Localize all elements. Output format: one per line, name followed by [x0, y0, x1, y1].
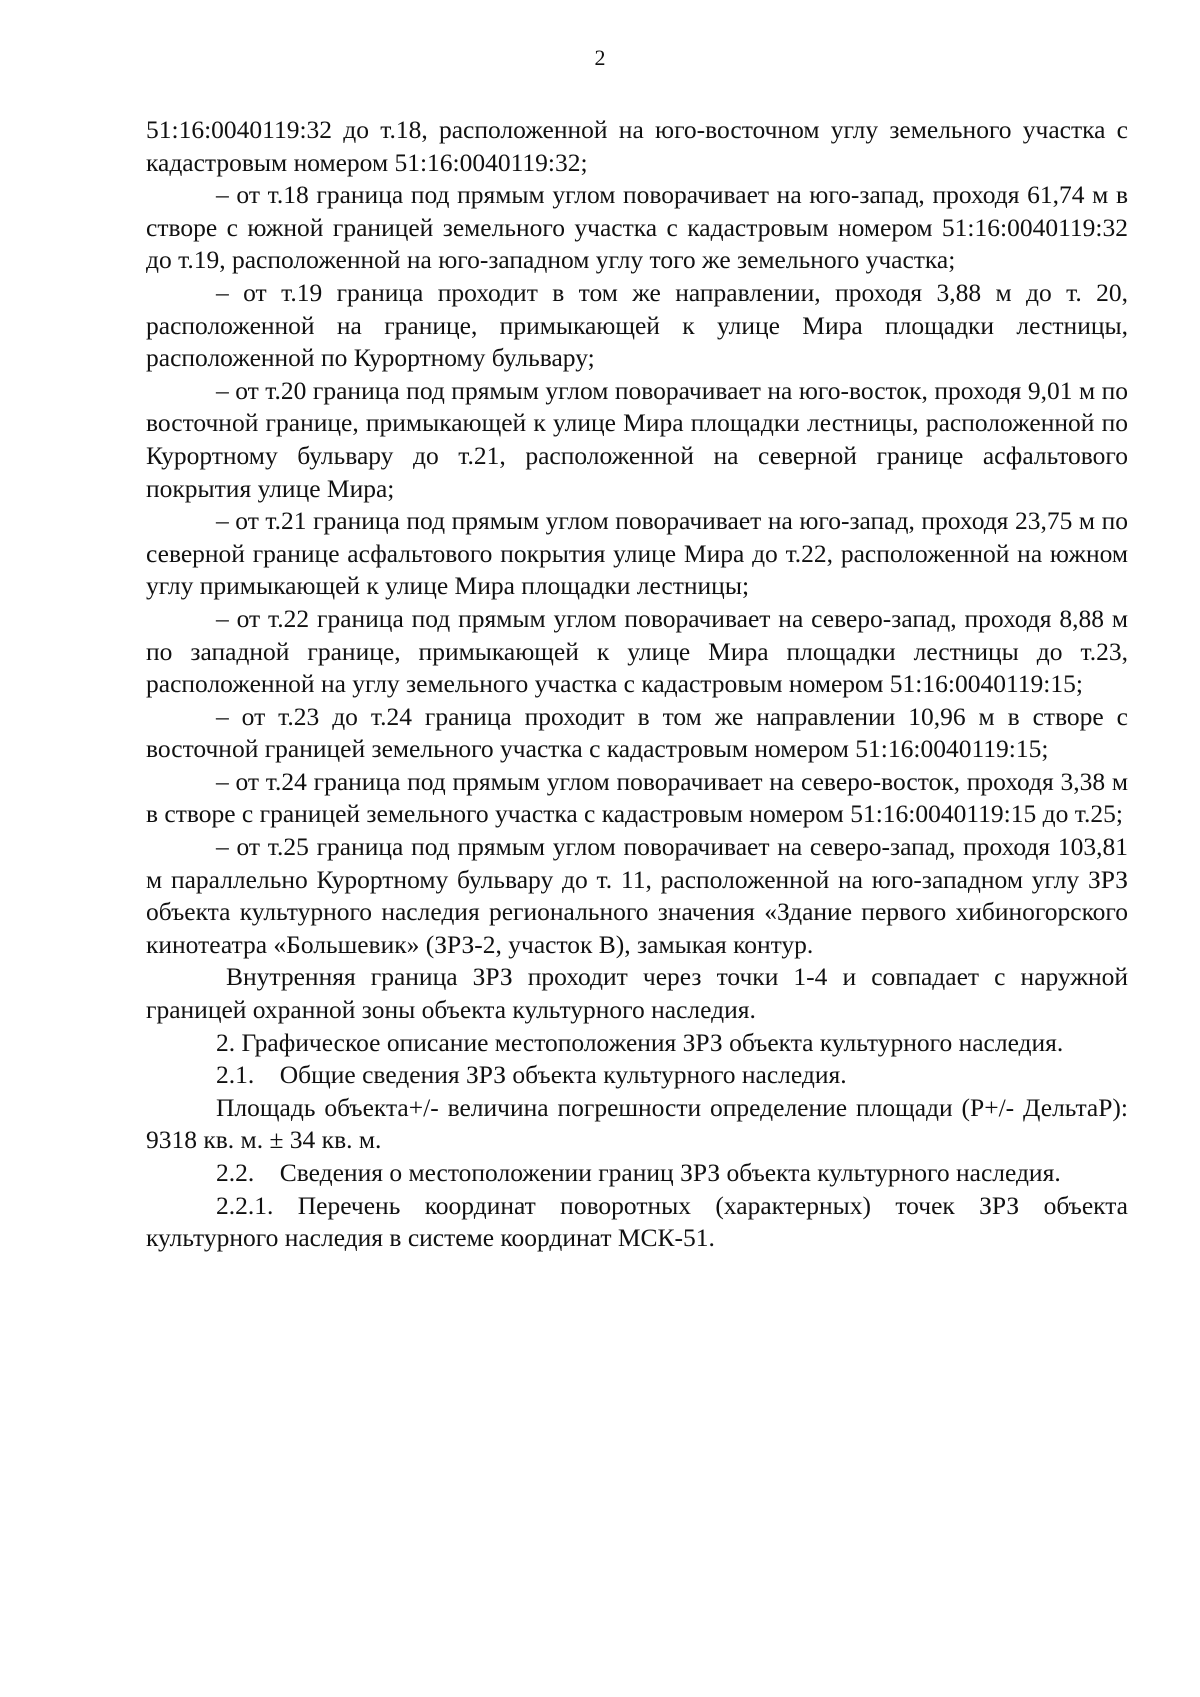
paragraph-point-25: – от т.25 граница под прямым углом поворачивает на северо-запад, проходя 103,81 м параллельно Курортному бульвару до т. 11, расположенной на юго-западном углу ЗРЗ объекта культурного наследия регионального значения «Здание первого хибиногорского кинотеатра «Большевик» (ЗРЗ-2, участок В), замыкая контур.: [146, 832, 1128, 959]
paragraph-section-2: 2. Графическое описание местоположения ЗРЗ объекта культурного наследия.: [216, 1027, 1064, 1057]
paragraph-inner-boundary: Внутренняя граница ЗРЗ проходит через точки 1-4 и совпадает с наружной границей охранной зоны объекта культурного наследия.: [146, 962, 1128, 1025]
paragraph-point-21: – от т.21 граница под прямым углом поворачивает на юго-запад, проходя 23,75 м по северной границе асфальтового покрытия улице Мира до т.22, расположенной на южном углу примыкающей к улице Мира площадки лестницы;: [146, 506, 1128, 601]
paragraph-area: Площадь объекта+/- величина погрешности определение площади (P+/- ДельтаP): 9318 кв. м. ± 34 кв. м.: [146, 1092, 1128, 1155]
paragraph-section-2-2-1: 2.2.1. Перечень координат поворотных (характерных) точек ЗРЗ объекта культурного наследия в системе координат МСК-51.: [146, 1190, 1128, 1253]
paragraph-point-24: – от т.24 граница под прямым углом поворачивает на северо-восток, проходя 3,38 м в створе с границей земельного участка с кадастровым номером 51:16:0040119:15 до т.25;: [146, 766, 1128, 829]
paragraph-section-2-2: 2.2. Сведения о местоположении границ ЗРЗ объекта культурного наследия.: [216, 1158, 1061, 1187]
paragraph-continuation: 51:16:0040119:32 до т.18, расположенной на юго-восточном углу земельного участка с кадастровым номером 51:16:0040119:32;: [146, 115, 1128, 177]
paragraph-point-19: – от т.19 граница проходит в том же направлении, проходя 3,88 м до т. 20, расположенной на границе, примыкающей к улице Мира площадки лестницы, расположенной по Курортному бульвару;: [146, 277, 1128, 373]
paragraph-point-18: – от т.18 граница под прямым углом поворачивает на юго-запад, проходя 61,74 м в створе с южной границей земельного участка с кадастровым номером 51:16:0040119:32 до т.19, расположенной на юго-западном углу того же земельного участка;: [146, 180, 1128, 275]
paragraph-point-20: – от т.20 граница под прямым углом поворачивает на юго-восток, проходя 9,01 м по восточной границе, примыкающей к улице Мира площадки лестницы, расположенной по Курортному бульвару до т.21, расположенной на северной границе асфальтового покрытия улице Мира;: [146, 375, 1128, 503]
page-number: 2: [594, 45, 606, 70]
paragraph-point-23: – от т.23 до т.24 граница проходит в том же направлении 10,96 м в створе с восточной границей земельного участка с кадастровым номером 51:16:0040119:15;: [146, 701, 1128, 764]
paragraph-section-2-1: 2.1. Общие сведения ЗРЗ объекта культурного наследия.: [216, 1060, 847, 1090]
document-body: [146, 114, 1128, 1255]
paragraph-point-22: – от т.22 граница под прямым углом поворачивает на северо-запад, проходя 8,88 м по западной границе, примыкающей к улице Мира площадки лестницы до т.23, расположенной на углу земельного участка с кадастровым номером 51:16:0040119:15;: [146, 603, 1128, 699]
